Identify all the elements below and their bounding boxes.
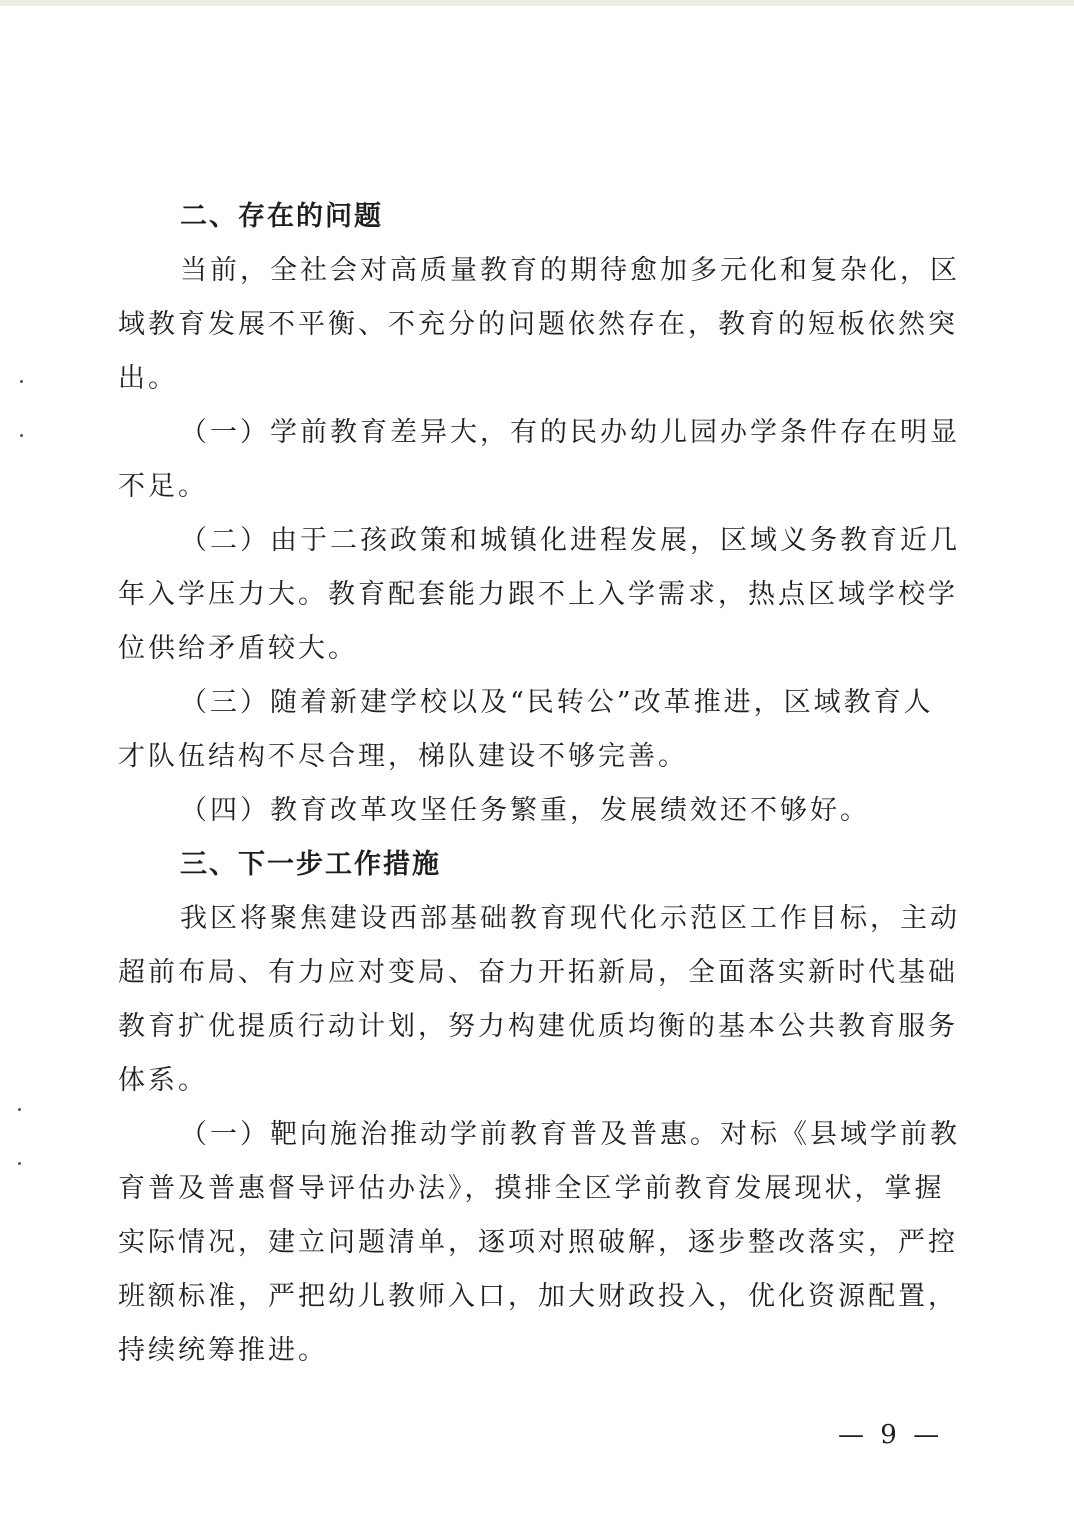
paragraph-line: （四）教育改革攻坚任务繁重，发展绩效还不够好。 [180,795,870,826]
paragraph-line: 不足。 [118,471,208,502]
paragraph-line: 体系。 [118,1065,208,1096]
margin-mark [20,434,23,437]
paragraph-line: （三）随着新建学校以及“民转公”改革推进，区域教育人 [180,687,934,718]
paragraph-line: 当前，全社会对高质量教育的期待愈加多元化和复杂化，区 [180,255,960,286]
section-heading: 三、下一步工作措施 [180,849,441,880]
paragraph-line: 才队伍结构不尽合理，梯队建设不够完善。 [118,741,688,772]
paragraph-line: 我区将聚焦建设西部基础教育现代化示范区工作目标，主动 [180,903,960,934]
paragraph-line: （一）学前教育差异大，有的民办幼儿园办学条件存在明显 [180,417,960,448]
paragraph-line: 教育扩优提质行动计划，努力构建优质均衡的基本公共教育服务 [118,1011,958,1042]
paragraph-line: （二）由于二孩政策和城镇化进程发展，区域义务教育近几 [180,525,960,556]
paragraph-line: 持续统筹推进。 [118,1335,328,1366]
section-heading: 二、存在的问题 [180,201,383,232]
paragraph-line: 班额标准，严把幼儿教师入口，加大财政投入，优化资源配置， [118,1281,958,1312]
page-number: — 9 — [838,1420,944,1450]
paragraph-line: 育普及普惠督导评估办法》，摸排全区学前教育发展现状，掌握 [118,1173,945,1204]
paragraph-line: （一）靶向施治推动学前教育普及普惠。对标《县域学前教 [180,1119,960,1150]
margin-mark [20,380,23,383]
paragraph-line: 位供给矛盾较大。 [118,633,358,664]
paragraph-line: 域教育发展不平衡、不充分的问题依然存在，教育的短板依然突 [118,309,958,340]
paragraph-line: 实际情况，建立问题清单，逐项对照破解，逐步整改落实，严控 [118,1227,958,1258]
paragraph-line: 出。 [118,363,178,394]
margin-mark [18,1162,21,1165]
scan-top-edge [0,0,1074,6]
margin-mark [18,1108,21,1111]
paragraph-line: 超前布局、有力应对变局、奋力开拓新局，全面落实新时代基础 [118,957,958,988]
document-body [118,190,960,1378]
paragraph-line: 年入学压力大。教育配套能力跟不上入学需求，热点区域学校学 [118,579,958,610]
